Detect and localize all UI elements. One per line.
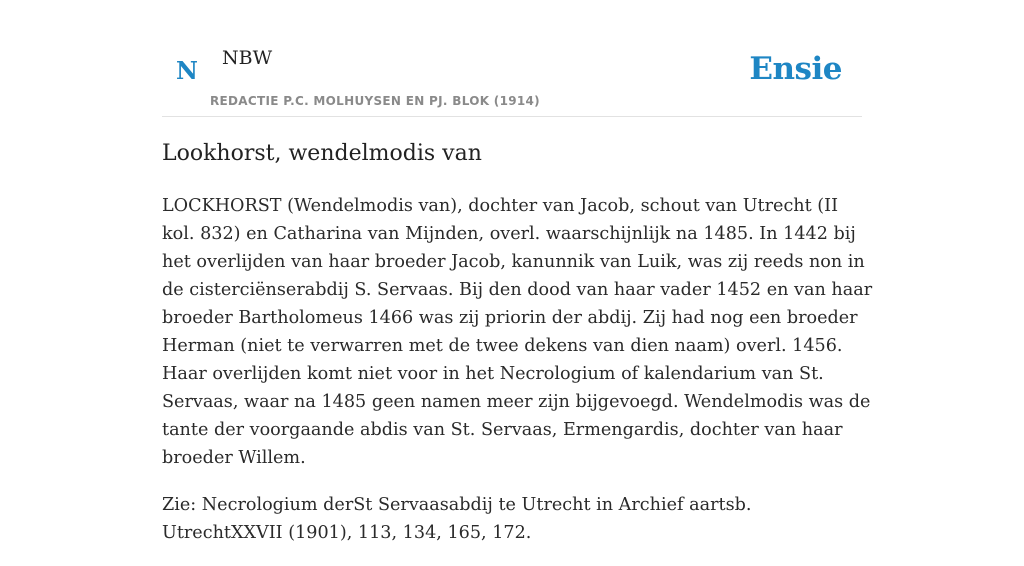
ensie-logo[interactable]: Ensie <box>749 51 842 87</box>
article-title: Lookhorst, wendelmodis van <box>162 141 482 166</box>
content-container <box>162 0 873 543</box>
source-editors: REDACTIE P.C. MOLHUYSEN EN PJ. BLOK (1914) <box>210 94 540 108</box>
source-header <box>162 0 862 117</box>
article-body <box>162 192 874 566</box>
article-paragraph: LOCKHORST (Wendelmodis van), dochter van Jacob, schout van Utrecht (II kol. 832) en Catharina van Mijnden, overl. waarschijnlijk na 1485. In 1442 bij het overlijden van haar broeder Jacob, kanunnik van Luik, was zij reeds non in de cisterciënserabdij S. Servaas. Bij den dood van haar vader 1452 en van haar broeder Bartholomeus 1466 was zij priorin der abdij. Zij had nog een broeder Herman (niet te verwarren met de twee dekens van dien naam) overl. 1456. Haar overlijden komt niet voor in het Necrologium of kalendarium van St. Servaas, waar na 1485 geen namen meer zijn bijgevoegd. Wendelmodis was de tante der voorgaande abdis van St. Servaas, Ermengardis, dochter van haar broeder Willem. <box>162 196 873 468</box>
article-paragraph-references: Zie: Necrologium derSt Servaasabdij te Utrecht in Archief aartsb. UtrechtXXVII (1901), 113, 134, 165, 172. <box>162 495 752 543</box>
source-logo[interactable]: N <box>176 56 198 85</box>
source-title[interactable]: NBW <box>222 47 273 69</box>
